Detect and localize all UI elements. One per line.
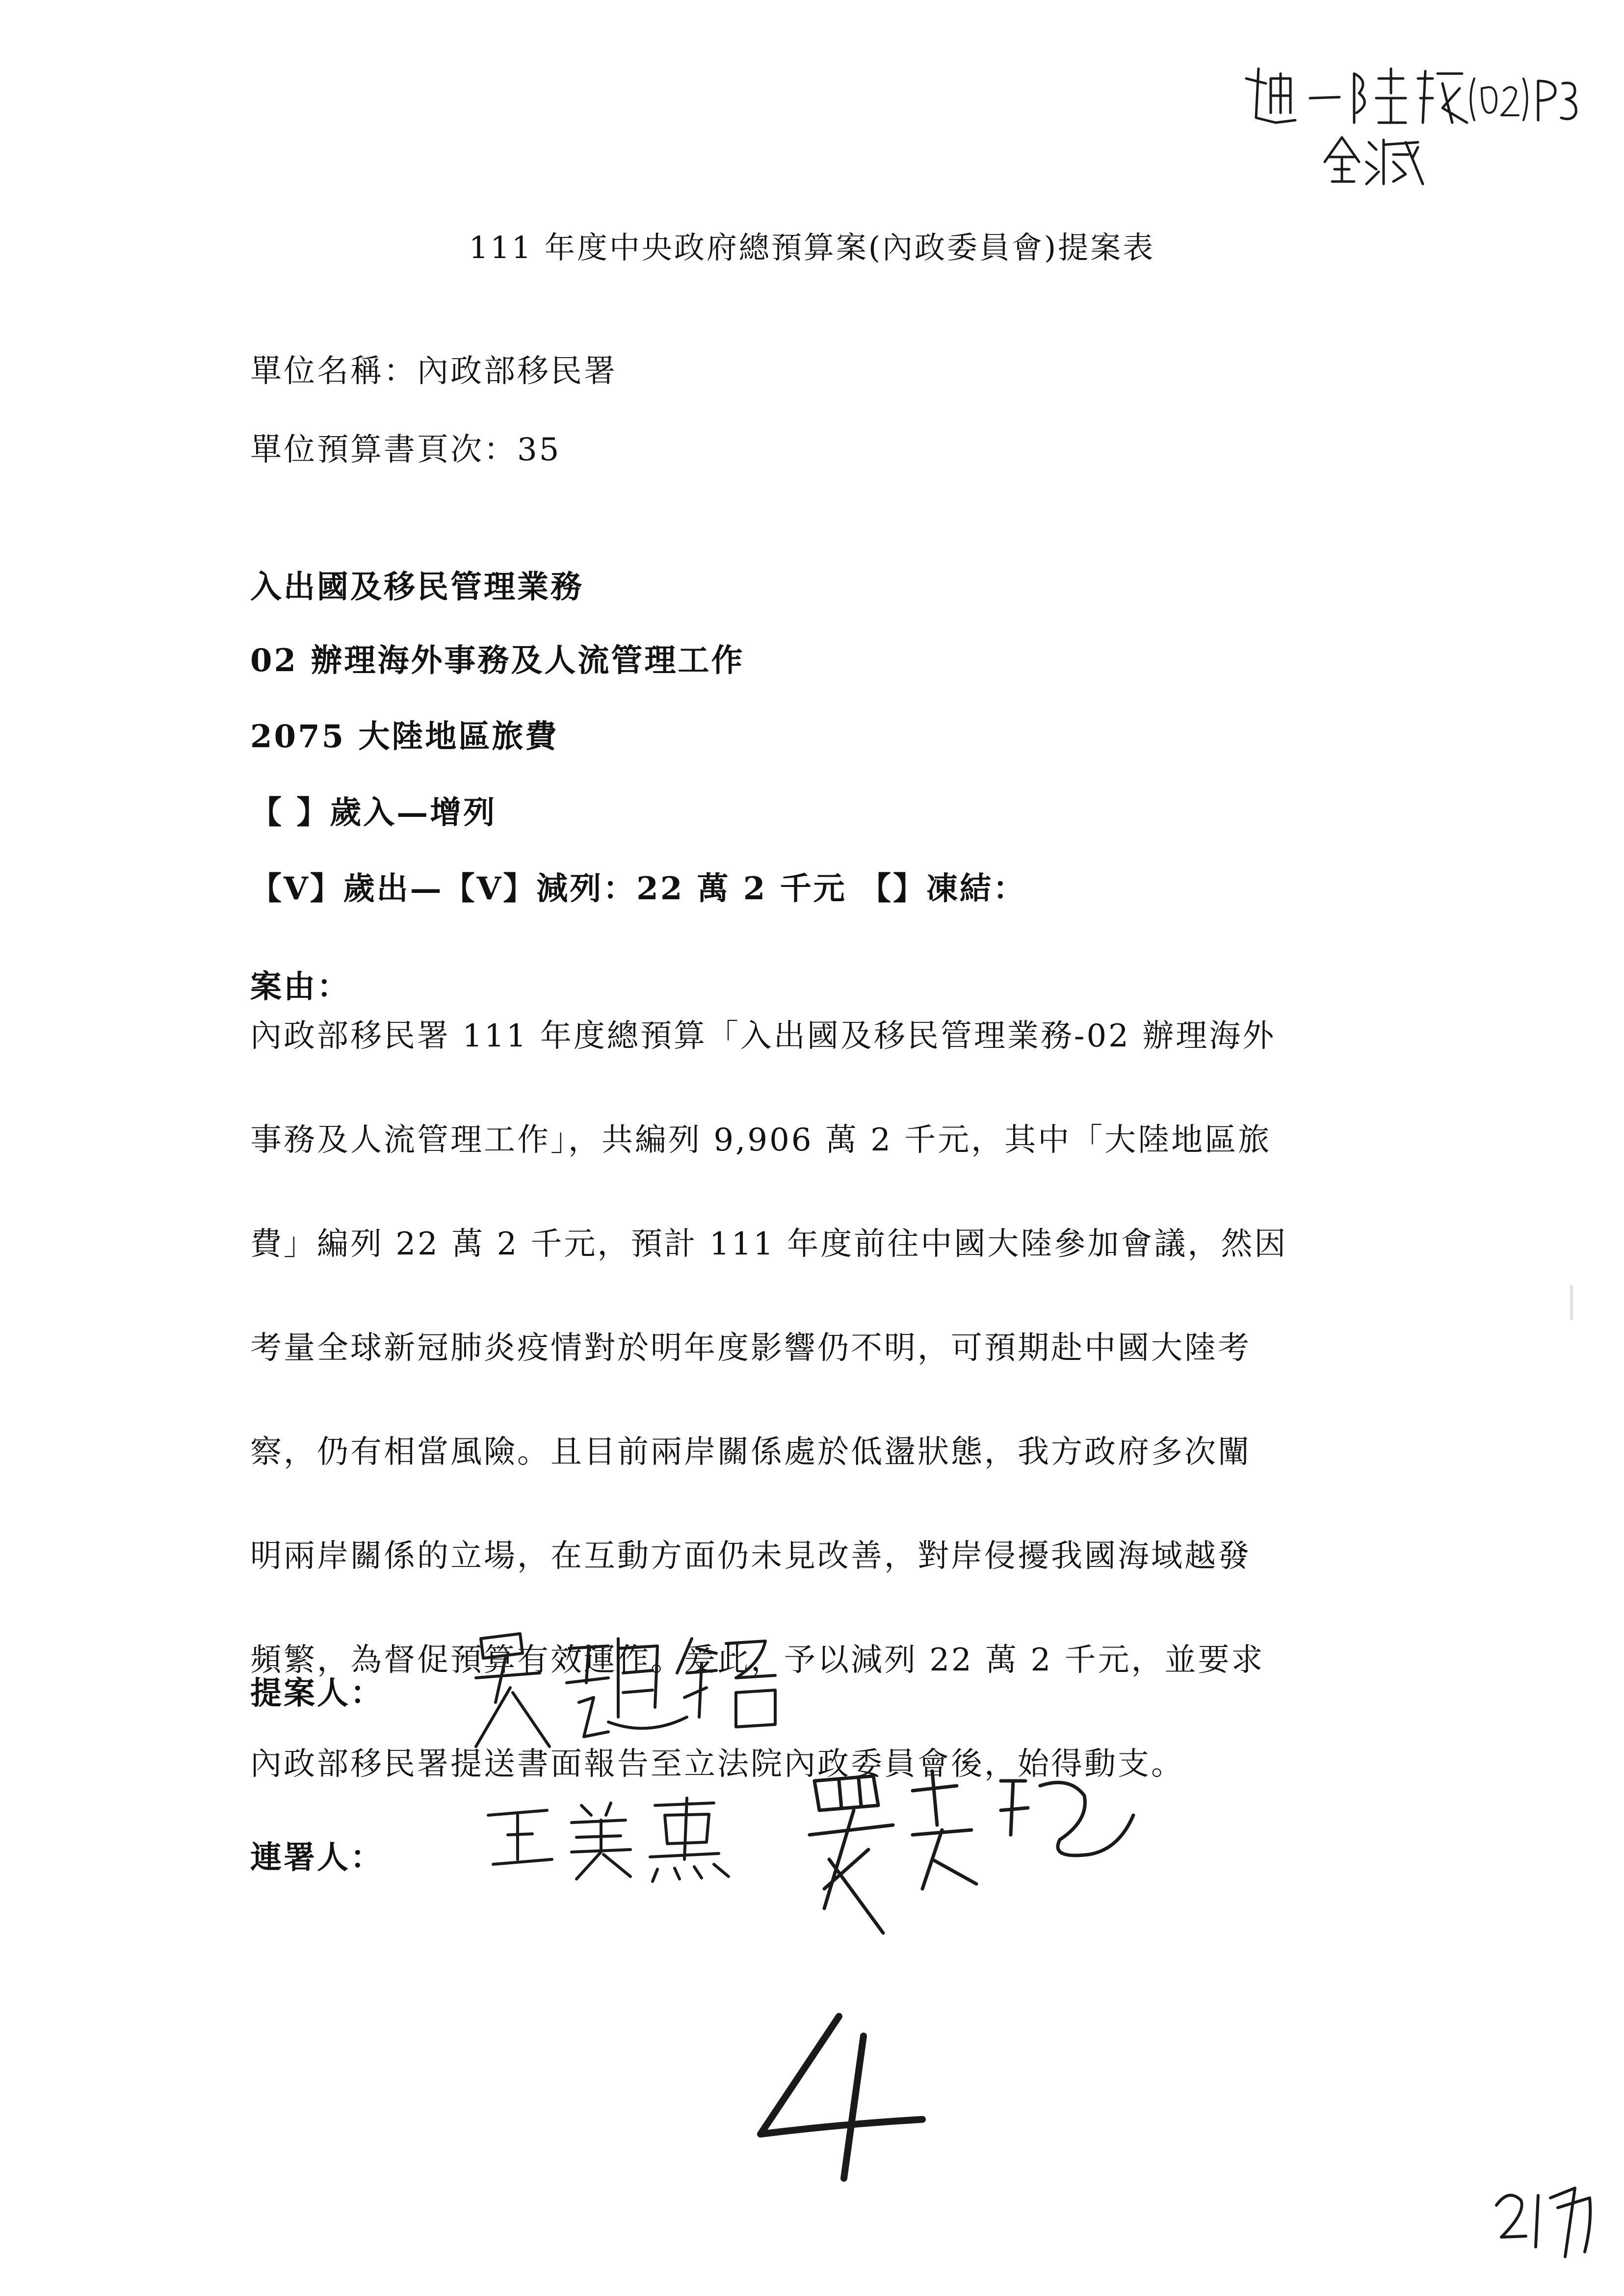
proposal-number-4 [741, 2007, 947, 2183]
reason-label: 案由： [250, 968, 350, 1005]
work-item: 02 辦理海外事務及人流管理工作 [250, 642, 745, 679]
reason-line: 頻繁，為督促預算有效運作。爰此，予以減列 22 萬 2 千元，並要求 [250, 1642, 1265, 1678]
reason-text [250, 1020, 1379, 1852]
form-title: 111 年度中央政府總預算案(內政委員會)提案表 [469, 230, 1155, 265]
unit-name: 單位名稱：內政部移民署 [250, 353, 617, 390]
expense-option: 【V】歲出—【V】減列：22 萬 2 千元 【】凍結： [250, 870, 1027, 907]
reason-line: 察，仍有相當風險。且目前兩岸關係處於低盪狀態，我方政府多次闡 [250, 1434, 1251, 1470]
reason-line: 事務及人流管理工作」，共編列 9,906 萬 2 千元，其中「大陸地區旅 [250, 1122, 1272, 1158]
cosigner-label: 連署人： [250, 1839, 384, 1876]
handwritten-annotation [1236, 59, 1580, 186]
cosigner-signature-1 [478, 1796, 753, 1884]
reason-line: 考量全球新冠肺炎疫情對於明年度影響仍不明，可預期赴中國大陸考 [250, 1330, 1251, 1366]
proposer-label: 提案人： [250, 1675, 384, 1712]
reason-line: 內政部移民署提送書面報告至立法院內政委員會後，始得動支。 [250, 1746, 1184, 1782]
page-number [1492, 2178, 1609, 2267]
revenue-option: 【 】歲入—增列 [250, 794, 497, 831]
proposer-signature [461, 1619, 814, 1766]
program-name: 入出國及移民管理業務 [250, 569, 584, 605]
budget-subject: 2075 大陸地區旅費 [250, 718, 559, 755]
reason-line: 內政部移民署 111 年度總預算「入出國及移民管理業務-02 辦理海外 [250, 1018, 1276, 1054]
scan-mark [1570, 1285, 1573, 1320]
cosigner-signature-2 [795, 1761, 1148, 1948]
reason-line: 費」編列 22 萬 2 千元，預計 111 年度前往中國大陸參加會議，然因 [250, 1226, 1288, 1262]
unit-budget-page: 單位預算書頁次：35 [250, 432, 561, 468]
reason-line: 明兩岸關係的立場，在互動方面仍未見改善，對岸侵擾我國海域越發 [250, 1538, 1251, 1574]
